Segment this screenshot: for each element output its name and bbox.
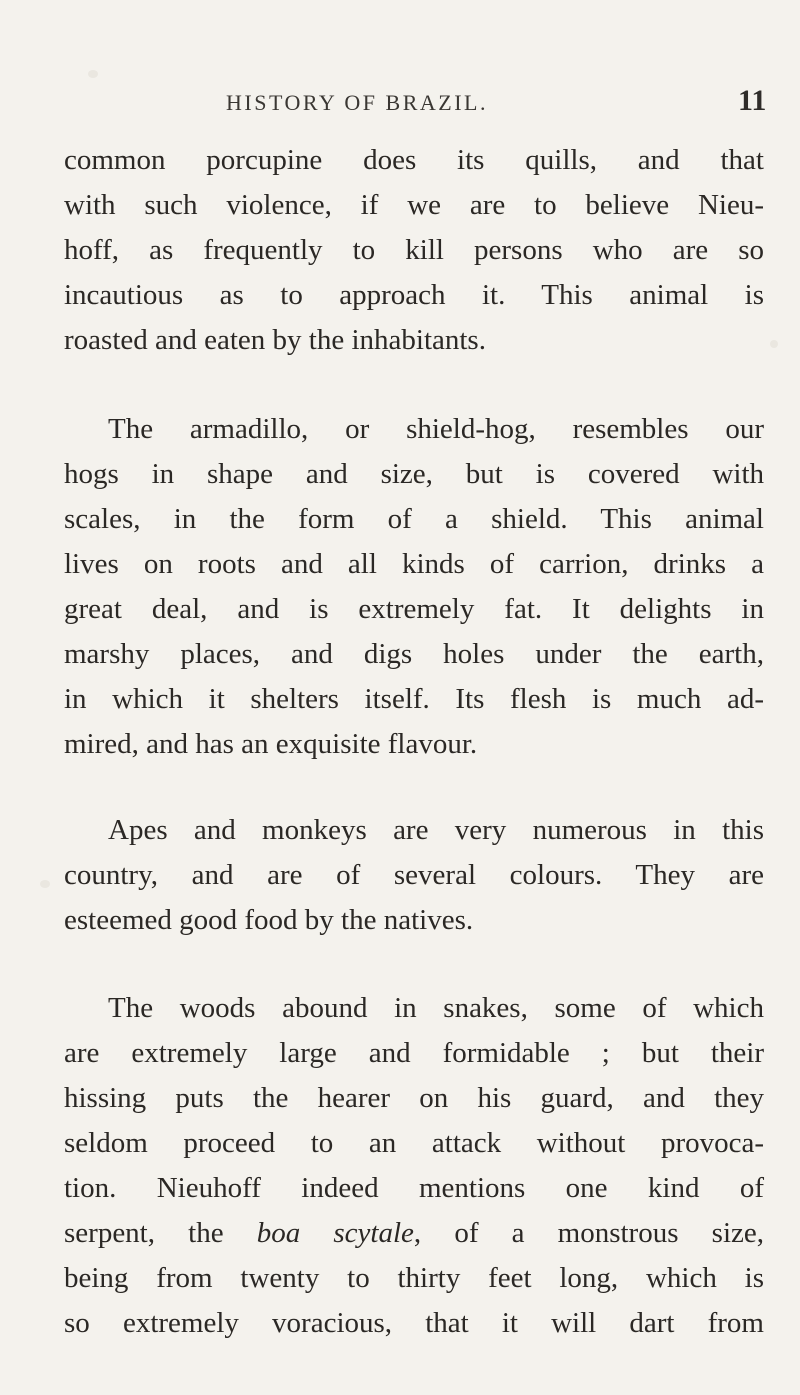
text-line: roasted and eaten by the inhabitants. — [64, 324, 486, 356]
text-line: Apes and monkeys are very numerous in this — [108, 814, 764, 846]
text-line: The armadillo, or shield-hog, resembles our — [108, 413, 764, 445]
paragraph-apes — [64, 808, 764, 943]
running-title: HISTORY OF BRAZIL. — [226, 90, 488, 115]
body-text — [64, 138, 764, 1346]
text-line: hoff, as frequently to kill persons who are so — [64, 234, 764, 266]
text-line: tion. Nieuhoff indeed mentions one kind of — [64, 1172, 764, 1204]
text-line: seldom proceed to an attack without provoca- — [64, 1127, 764, 1159]
text-line: esteemed good food by the natives. — [64, 904, 474, 936]
paper-speck — [40, 880, 50, 888]
text-fragment: serpent, the — [64, 1217, 224, 1249]
text-line: are extremely large and formidable ; but their — [64, 1037, 764, 1069]
text-line: country, and are of several colours. They are — [64, 859, 764, 891]
text-fragment: , of a monstrous size, — [413, 1217, 764, 1249]
text-line: hissing puts the hearer on his guard, and they — [64, 1082, 764, 1114]
running-head — [0, 84, 800, 124]
text-line: The woods abound in snakes, some of which — [108, 992, 764, 1024]
text-line: with such violence, if we are to believe Nieu- — [64, 189, 764, 221]
text-line-with-italic — [64, 1211, 764, 1256]
text-line: great deal, and is extremely fat. It delights in — [64, 593, 764, 625]
text-line: mired, and has an exquisite flavour. — [64, 728, 478, 760]
paragraph-snakes — [64, 986, 764, 1346]
text-line: marshy places, and digs holes under the earth, — [64, 638, 764, 670]
text-line: scales, in the form of a shield. This animal — [64, 503, 764, 535]
text-line: hogs in shape and size, but is covered with — [64, 458, 764, 490]
paragraph-porcupine — [64, 138, 764, 363]
text-line: being from twenty to thirty feet long, which is — [64, 1262, 764, 1294]
text-line: so extremely voracious, that it will dart from — [64, 1307, 764, 1339]
paragraph-armadillo — [64, 407, 764, 767]
text-line: in which it shelters itself. Its flesh is much ad- — [64, 683, 764, 715]
species-name-italic: boa scytale — [256, 1217, 414, 1249]
text-line: common porcupine does its quills, and that — [64, 144, 764, 176]
text-line: incautious as to approach it. This animal is — [64, 279, 764, 311]
page-number: 11 — [738, 84, 767, 117]
paper-speck — [770, 340, 778, 348]
paper-speck — [88, 70, 98, 78]
text-line: lives on roots and all kinds of carrion, drinks a — [64, 548, 764, 580]
